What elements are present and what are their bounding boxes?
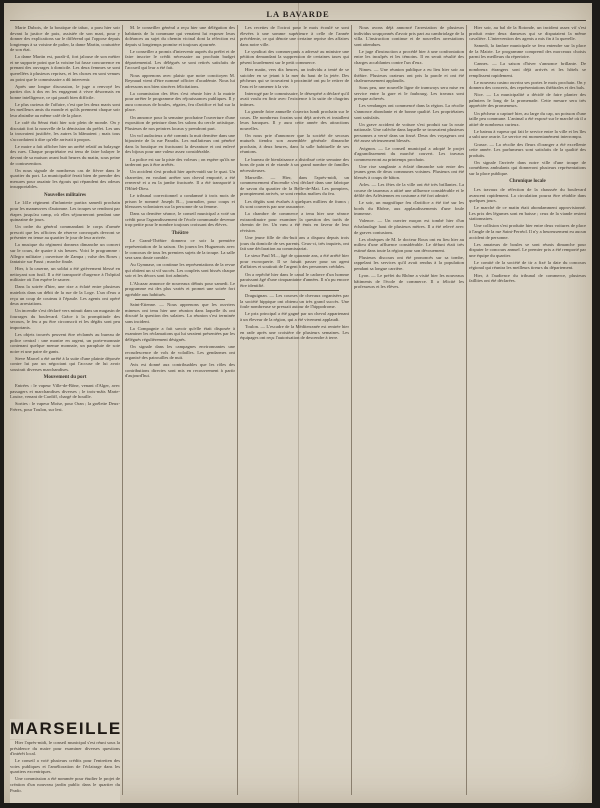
- paragraph: Draguignan. — Les courses de chevaux organisées par la société hippique ont obtenu un très grand succès. Une foule nombreuse se pressait autour de l'hippodrome.: [240, 293, 349, 310]
- section-heading: Nouvelles militaires: [44, 192, 86, 198]
- paragraph: Un pêcheur a capturé hier, au large du cap, un poisson d'une taille peu commune. L'animal a été exposé sur le marché où il a attiré de nombreux curieux.: [469, 110, 586, 127]
- paragraph: Le soir, un magnifique feu d'artifice a été tiré sur les bords du Rhône, aux applaudissements d'une foule immense.: [354, 200, 464, 217]
- paragraph: Au Gymnase, on continue les représentations de la revue qui obtient un si vif succès. Les couplets sont bissés chaque soir et les décors sont fort admirés.: [125, 262, 235, 279]
- paragraph: On a repêché hier dans le canal le cadavre d'un homme paraissant âgé d'une cinquantaine d'années. Il n'a pu encore être identifié.: [240, 271, 349, 288]
- paragraph: L'Alcazar annonce de nouveaux débuts pour samedi. Le programme est des plus variés et promet une soirée fort agréable aux habitués.: [125, 280, 235, 297]
- paragraph: La grande foire annuelle s'ouvrira lundi prochain sur le cours. De nombreux forains sont déjà arrivés et installent leurs baraques. Il y aura cette année des attractions nouvelles.: [240, 109, 349, 131]
- section-heading-marseille: MARSEILLE: [10, 719, 122, 738]
- paragraph: Le marché de ce matin était abondamment approvisionné. Les prix des légumes sont en baisse ; ceux de la viande restent stationnaires.: [469, 205, 586, 222]
- paragraph: Hier soir, au bal de la Rotonde, un incident assez vif s'est produit entre deux danseurs qui se disputaient la même cavalière. L'intervention des agents a mis fin à la querelle.: [469, 25, 586, 42]
- paragraph: Les dégâts sont évalués à quelques milliers de francs ; ils sont couverts par une assurance.: [240, 198, 349, 210]
- paragraph: Steve Marcel a été arrêté à la suite d'une plainte déposée contre lui par un négociant qui l'accuse de lui avoir soustrait diverses marchandises.: [10, 355, 120, 372]
- paragraph: Un accident s'est produit hier après-midi sur le quai. Un charretier, en voulant arrêter son cheval emporté, a été renversé et a eu la jambe fracturée. Il a été transporté à l'Hôtel-Dieu.: [125, 169, 235, 191]
- paragraph: Avis est donné aux contribuables que les rôles des contributions directes sont mis en recouvrement à partir d'aujourd'hui.: [125, 362, 235, 379]
- paragraph: Entrées : le vapeur Ville-de-Bône, venant d'Alger, avec passagers et marchandises diverses ; le trois-mâts Marie-Louise, venant de Cardiff, chargé de houille.: [10, 382, 120, 400]
- column-2: [125, 25, 235, 797]
- paragraph: Le plus curieux de l'affaire, c'est que les deux maris sont les meilleurs amis du monde et qu'ils prennent chaque soir leur absinthe au même café de la place.: [10, 101, 120, 118]
- paragraph: Lyon. — Le préfet du Rhône a visité hier les nouveaux bâtiments de l'école de commerce. Il a félicité les professeurs et les élèves.: [354, 273, 464, 290]
- paragraph: Le 141e régiment d'infanterie partira samedi prochain pour les manœuvres d'automne. Les troupes se rendront par étapes jusqu'au camp, où elles séjourneront pendant une quinzaine de jours.: [10, 200, 120, 223]
- paragraph: Nice. — La municipalité a décidé de faire planter des palmiers le long de la promenade. Cette mesure sera très appréciée des promeneurs.: [469, 92, 586, 109]
- paragraph: La dame Martin est, paraît-il, fort jalouse de son métier et ne supporte point que la voisine lui fasse concurrence en prenant des ouvrages à domicile. Les deux femmes se sont querellées à plusieurs reprises, et les choses en sont venues au point que le commissaire a dû intervenir.: [10, 54, 120, 82]
- paragraph: M. le conseiller général a reçu hier une délégation des habitants de la commune qui venaient lui exposer leurs doléances au sujet du chemin vicinal dont la réfection est depuis si longtemps promise et toujours ajournée.: [125, 25, 235, 47]
- paragraph: Toulon. — L'escadre de la Méditerranée est rentrée hier en rade après une croisière de plusieurs semaines. Les équipages ont reçu l'autorisation de descendre à terre.: [240, 324, 349, 341]
- paragraph: Le prix principal a été gagné par un cheval appartenant à un éleveur de la région, qui a été vivement applaudi.: [240, 311, 349, 322]
- paragraph: Une commission a été nommée pour étudier le projet de création d'un nouveau jardin public dans le quartier du Prado.: [10, 776, 120, 793]
- paragraph: Les recettes de l'octroi pour le mois écoulé se sont élevées à une somme supérieure à celle de l'année précédente, ce qui dénote une certaine reprise des affaires dans notre ville.: [240, 25, 349, 47]
- paragraph: Une collision s'est produite hier entre deux voitures de place à l'angle de la rue Saint-Ferréol. Il n'y a heureusement eu aucun accident de personne.: [469, 223, 586, 240]
- paragraph: Valence. — Un ouvrier maçon est tombé hier d'un échafaudage haut de plusieurs mètres. Il a été relevé avec de graves contusions.: [354, 218, 464, 235]
- paragraph: La chambre de commerce a tenu hier une séance extraordinaire pour examiner la question des tarifs de chemin de fer. Un vœu a été émis en faveur de leur révision.: [240, 211, 349, 233]
- paragraph: Plusieurs discours ont été prononcés sur sa tombe, rappelant les services qu'il avait rendus à la population pendant sa longue carrière.: [354, 254, 464, 271]
- paragraph: On signale dans les campagnes environnantes une recrudescence de vols de volailles. Les gendarmes ont organisé des patrouilles de nuit.: [125, 344, 235, 361]
- paragraph: Le sieur Paul M..., âgé de quarante ans, a été arrêté hier pour escroquerie. Il se faisait passer pour un agent d'affaires et soutirait de l'argent à des personnes crédules.: [240, 253, 349, 270]
- masthead: LA BAVARDE: [266, 9, 330, 19]
- paragraph: Hier, à l'audience du tribunal de commerce, plusieurs faillites ont été déclarées.: [469, 272, 586, 284]
- paragraph: Sorties : le vapeur Moïse, pour Oran ; la goélette Deux-Frères, pour Toulon, sur lest.: [10, 401, 120, 412]
- paragraph: Samedi, la fanfare municipale se fera entendre sur la place de la Mairie. Le programme comprend des morceaux choisis parmi les meilleurs du répertoire.: [469, 43, 586, 60]
- paragraph: Hier matin, vers dix heures, un individu a tenté de se suicider en se jetant à la mer du haut de la jetée. Des pêcheurs qui se trouvaient à proximité ont pu le retirer de l'eau et le ramener à la vie.: [240, 67, 349, 89]
- paragraph: Le bureau de bienfaisance a distribué cette semaine des bons de pain et de viande à un grand nombre de familles nécessiteuses.: [240, 156, 349, 173]
- paragraph: La police est sur la piste des voleurs ; on espère qu'ils ne tarderont pas à être arrêtés.: [125, 156, 235, 168]
- column-5: [469, 25, 586, 797]
- section-heading: Chronique locale: [509, 179, 546, 185]
- paragraph: Le conseil a voté plusieurs crédits pour l'entretien des voies publiques et l'amélioration de l'éclairage dans les quartiers excentriques.: [10, 758, 120, 775]
- column-1: [10, 25, 120, 797]
- section-heading: Mouvement du port: [43, 375, 87, 381]
- paragraph: Cannes. — La saison d'hiver s'annonce brillante. De nombreux étrangers sont déjà arrivés et les hôtels se remplissent rapidement.: [469, 61, 586, 78]
- paragraph: Sous peu, une nouvelle ligne de tramways sera mise en service entre la gare et le faubourg. Les travaux sont presque achevés.: [354, 85, 464, 102]
- page-fold-crease: [298, 3, 299, 803]
- section-heading: Théâtre: [171, 230, 189, 236]
- paragraph: Le bateau à vapeur qui fait le service entre la ville et les îles a subi une avarie. Le service est momentanément interrompu.: [469, 128, 586, 140]
- paragraph: Un ordre du général commandant le corps d'armée prescrit que les officiers de réserve convoqués devront se présenter en tenue au quartier le jour de leur arrivée.: [10, 224, 120, 241]
- paragraph: Le nouveau casino ouvrira ses portes le mois prochain. On y donnera des concerts, des représentations théâtrales et des bals.: [469, 79, 586, 91]
- paragraph: Avignon. — Le conseil municipal a adopté le projet d'agrandissement du marché couvert. Les travaux commenceront au printemps prochain.: [354, 145, 464, 162]
- paragraph: La musique du régiment donnera dimanche un concert sur le cours, de quatre à six heures. Voici le programme : Allegro militaire ; ouverture de Zampa ; valse des Roses ; fantaisie sur Faust ; marche finale.: [10, 242, 120, 265]
- paragraph: Le conseiller a promis d'intervenir auprès du préfet et de faire inscrire le crédit nécessaire au prochain budget départemental. Les délégués se sont retirés satisfaits de l'accueil qui leur a été fait.: [125, 48, 235, 71]
- paragraph: Les objets trouvés peuvent être réclamés au bureau de police central : une montre en argent, un porte-monnaie contenant quelque menue monnaie, un parapluie de soie noire et une paire de gants.: [10, 332, 120, 354]
- paragraph: Hier, à la caserne, un soldat a été grièvement blessé en nettoyant son fusil. Il a été transporté d'urgence à l'hôpital militaire où l'on espère le sauver.: [10, 266, 120, 283]
- paragraph: Les vendanges ont commencé dans la région. La récolte s'annonce abondante et de bonne qualité. Les propriétaires sont satisfaits.: [354, 103, 464, 120]
- column-divider: [237, 25, 238, 795]
- paragraph: La commission des fêtes s'est réunie hier à la mairie pour arrêter le programme des réjouissances publiques. Il y aura concours de boules, régates, feu d'artifice et bal sur la place.: [125, 90, 235, 113]
- paragraph: Dans la soirée d'hier, une rixe a éclaté entre plusieurs matelots dans un débit de la rue de la Loge. L'un d'eux a reçu un coup de couteau à l'épaule. Les agents ont opéré deux arrestations.: [10, 284, 120, 307]
- paragraph: Marseille. — Hier, dans l'après-midi, un commencement d'incendie s'est déclaré dans une fabrique de savon du quartier de la Belle-de-Mai. Les pompiers, promptement arrivés, se sont rendus maîtres du feu.: [240, 174, 349, 197]
- paragraph: Les travaux de réfection de la chaussée du boulevard avancent rapidement. La circulation pourra être rétablie dans quelques jours.: [469, 186, 586, 204]
- paragraph: Le juge d'instruction a procédé hier à une confrontation entre les inculpés et les témoins. Il en serait résulté des charges accablantes contre l'un d'eux.: [354, 48, 464, 65]
- paragraph: Nous apprenons avec plaisir que notre concitoyen M. Reynaud vient d'être nommé officier d'académie. Nous lui adressons nos bien sincères félicitations.: [125, 72, 235, 89]
- column-divider: [351, 25, 352, 795]
- paragraph: Le maire a fait afficher hier un arrêté relatif au balayage des rues. Chaque propriétaire est tenu de faire balayer le devant de sa maison avant huit heures du matin, sous peine de contravention.: [10, 143, 120, 166]
- column-3: [240, 25, 349, 797]
- paragraph: Le syndicat des commerçants a adressé au ministre une pétition demandant la suppression de certaines taxes qui pèsent lourdement sur le petit commerce.: [240, 48, 349, 65]
- paragraph: Nous avons déjà annoncé l'arrestation de plusieurs individus soupçonnés d'avoir pris part au cambriolage de la villa. L'instruction continue et de nouvelles arrestations sont attendues.: [354, 25, 464, 47]
- paragraph: Arles. — Les fêtes de la ville ont été très brillantes. La course de taureaux a attiré une affluence considérable et le défilé des Arlésiennes en costume a été fort admiré.: [354, 181, 464, 199]
- paragraph: On annonce pour la semaine prochaine l'ouverture d'une exposition de peinture dans les salons du cercle artistique. Plusieurs de nos peintres locaux y prendront part.: [125, 114, 235, 131]
- paragraph: Après une longue discussion, le juge a renvoyé les parties dos à dos en les engageant à vivre désormais en bonne intelligence, ce qui paraît bien difficile.: [10, 83, 120, 100]
- paragraph: Saint-Etienne. — Nous apprenons que les ouvriers mineurs ont tenu hier une réunion dans laquelle ils ont discuté la question des salaires. La réunion s'est terminée sans incident.: [125, 302, 235, 324]
- paragraph: Marie Dubois, de la boutique de tabac, a paru hier soir devant la justice de paix, assistée de son mari, pour y donner des explications sur le différend qui l'oppose depuis longtemps à sa voisine de palier, la dame Martin, couturière de son état.: [10, 25, 120, 53]
- newspaper-page: [4, 3, 592, 803]
- paragraph: On nous signale de nombreux cas de fièvre dans le quartier du port. La municipalité ferait bien de prendre des mesures pour assainir les égouts qui répandent des odeurs insupportables.: [10, 167, 120, 190]
- paragraph: Une jeune fille de dix-huit ans a disparu depuis trois jours du domicile de ses parents. Ceux-ci, très inquiets, ont fait une déclaration au commissariat.: [240, 235, 349, 252]
- paragraph: Un incendie s'est déclaré vers minuit dans un magasin de fourrages du boulevard. Grâce à la promptitude des secours, le feu a pu être circonscrit et les dégâts sont peu importants.: [10, 308, 120, 330]
- column-divider: [466, 25, 467, 795]
- paragraph: Le comité de la société de tir a fixé la date du concours régional qui réunira les meilleurs tireurs du département.: [469, 259, 586, 271]
- paragraph: On signale l'arrivée dans notre ville d'une troupe de comédiens ambulants qui donneront plusieurs représentations sur la place publique.: [469, 159, 586, 176]
- paragraph: Le café du Sénat était hier soir plein de monde. On y discutait fort la nouvelle de la démission du préfet. Les uns la trouvaient justifiée, les autres la blâmaient ; mais tous s'accordaient à dire qu'elle arrivait à propos.: [10, 120, 120, 142]
- paragraph: Un grave accident de voiture s'est produit sur la route nationale. Une calèche dans laquelle se trouvaient plusieurs personnes a versé dans un fossé. Deux des voyageurs ont été assez sérieusement blessés.: [354, 121, 464, 144]
- paragraph: Un vol audacieux a été commis la nuit dernière dans une bijouterie de la rue Paradis. Les malfaiteurs ont pénétré dans la boutique en fracturant la devanture et ont enlevé des bijoux pour une valeur assez considérable.: [125, 132, 235, 155]
- paragraph: Hier l'après-midi, le conseil municipal s'est réuni sous la présidence du maire pour examiner diverses questions d'intérêt local.: [10, 740, 120, 757]
- paragraph: Le Grand-Théâtre donnera ce soir la première représentation de la saison. On jouera les Huguenots avec le concours de tous les premiers sujets de la troupe. La salle sera sans doute comble.: [125, 238, 235, 261]
- paragraph: Les obsèques de M. le docteur Roux ont eu lieu hier au milieu d'une affluence considérable. Le défunt était très estimé dans toute la région pour son dévouement.: [354, 236, 464, 253]
- column-4: [354, 25, 464, 797]
- paragraph: Nimes. — Une réunion publique a eu lieu hier soir au théâtre. Plusieurs orateurs ont pris la parole et ont été chaleureusement applaudis.: [354, 67, 464, 84]
- paragraph: Dans sa dernière séance, le conseil municipal a voté un crédit pour l'agrandissement de l'école communale devenue trop petite pour le nombre toujours croissant des élèves.: [125, 211, 235, 228]
- paragraph: Interrogé par le commissaire, le désespéré a déclaré qu'il avait voulu en finir avec l'existence à la suite de chagrins intimes.: [240, 90, 349, 107]
- paragraph: Le tribunal correctionnel a condamné à trois mois de prison le nommé Joseph B..., journalier, pour coups et blessures volontaires sur la personne de sa femme.: [125, 193, 235, 210]
- column-divider: [122, 25, 123, 795]
- paragraph: La Compagnie a fait savoir qu'elle était disposée à examiner les réclamations qui lui seraient présentées par les délégués régulièrement désignés.: [125, 325, 235, 343]
- paragraph: Une rixe sanglante a éclaté dimanche soir entre des jeunes gens de deux communes voisines. Plusieurs ont été blessés à coups de bâton.: [354, 163, 464, 180]
- paragraph: Grasse. — La récolte des fleurs d'oranger a été excellente cette année. Les parfumeurs sont satisfaits de la qualité des produits.: [469, 141, 586, 158]
- section-rule: [250, 290, 339, 291]
- section-rule: [135, 299, 225, 300]
- paragraph: On nous prie d'annoncer que la société de secours mutuels tiendra son assemblée générale dimanche prochain, à deux heures, dans la salle habituelle de ses réunions.: [240, 132, 349, 155]
- paragraph: Les amateurs de boules se sont réunis dimanche pour disputer le concours annuel. Le premier prix a été remporté par une équipe du quartier.: [469, 241, 586, 258]
- marseille-section-text: [10, 740, 120, 803]
